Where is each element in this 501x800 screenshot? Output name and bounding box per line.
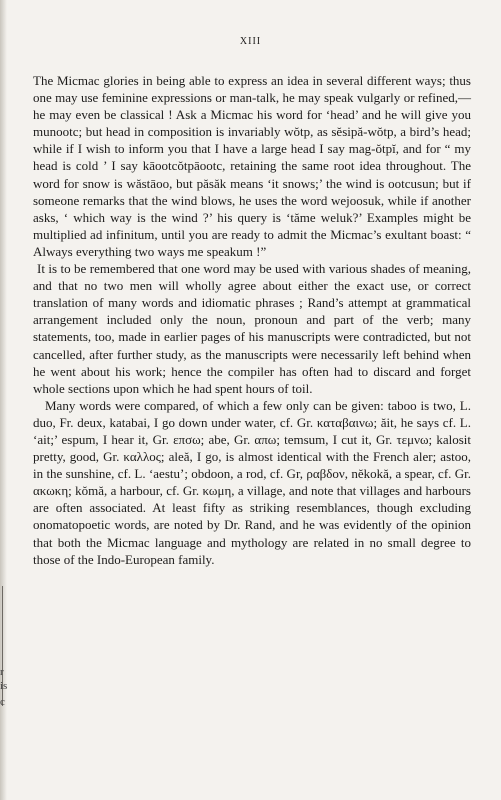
paragraph-micmac-glories: The Micmac glories in being able to express an idea in several different ways; thus one may use feminine expressions or man-talk, he may speak vulgarly or refined,—he may even be classical ! Ask a Micmac his word for ‘head’ and he will give you munootc; but head in composition is invariably wŏtp, as sĕsipă-wŏtp, a bird’s head; while if I wish to inform you that I have a large head I say mag-ŏtpĭ, and for “ my head is cold ’ I say kāootcŏtpāootc, retaining the same root idea throughout. The word for snow is wăstāoo, but păsăk means ‘it snows;’ the wind is ootcusun; but if someone remarks that the wind blows, he uses the word wejoosuk, while if another asks, ‘ which way is the wind ?’ his query is ‘tăme weluk?’ Examples might be multiplied ad infinitum, until you are ready to admit the Micmac’s exultant boast: “ Always everything two ways me speakum !” (33, 73, 471, 259)
page-number: XIII (239, 36, 262, 47)
margin-fragment: c (0, 696, 5, 708)
margin-fragment: r (0, 666, 4, 678)
body-text (33, 72, 471, 568)
margin-fragment: is (0, 680, 8, 692)
paragraph-word-comparisons: Many words were compared, of which a few only can be given: taboo is two, L. duo, Fr. deux, katabai, I go down under water, cf. Gr. καταβαινω; ăit, he says cf. L. ‘ait;’ espum, I hear it, Gr. επσω; abe, Gr. απω; temsum, I cut it, Gr. τεμνω; kalosit pretty, good, Gr. καλλος; aleă, I go, is almost identical with the French aler; astoo, in the sunshine, cf. L. ‘aestu’; obdoon, a rod, cf. Gr, ραβδον, nĕkokă, a spear, cf. Gr. ακωκη; kŏmă, a harbour, cf. Gr. κωμη, a village, and note that villages and harbours are often associated. At least fifty as striking resemblances, though excluding onomatopoetic words, are noted by Dr. Rand, and he was evidently of the opinion that both the Micmac language and mythology are related in no small degree to those of the Indo-European family. (33, 397, 471, 567)
paragraph-meaning-shades: It is to be remembered that one word may be used with various shades of meaning, and that no two men will wholly agree about either the exact use, or correct translation of many words and idiomatic phrases ; Rand’s attempt at grammatical arrangement included only the noun, pronoun and part of the verb; many statements, too, made in earlier pages of his manuscripts were contradicted, but not cancelled, after further study, as the manuscripts were necessarily left behind when he went about his work; hence the compiler has often had to discard and forget whole sections upon which he had spent hours of toil. (33, 261, 471, 396)
